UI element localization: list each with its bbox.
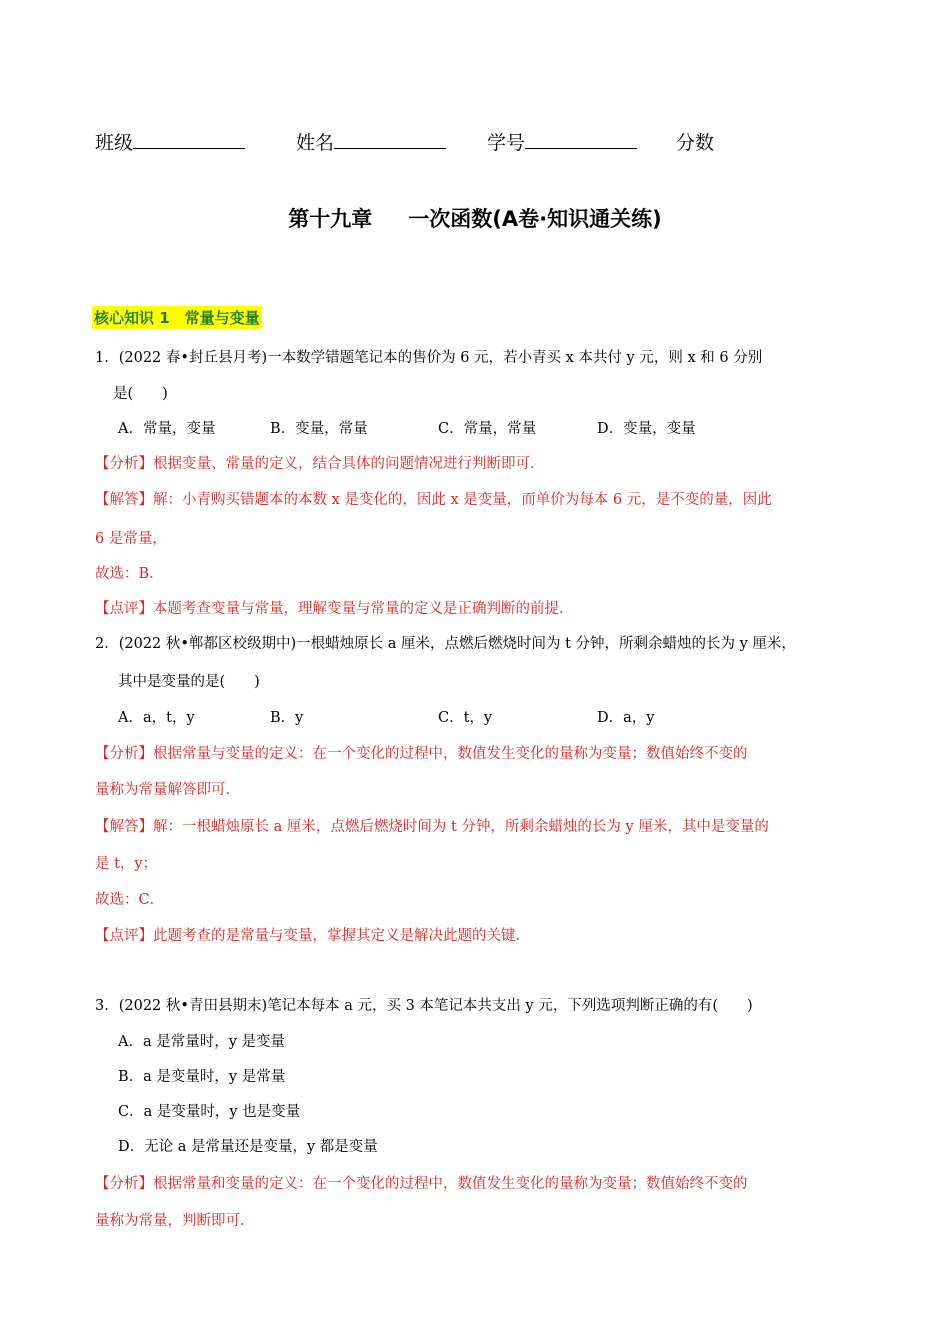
id-field xyxy=(487,128,637,155)
q2-analysis-line1 xyxy=(95,742,748,763)
q3-analysis-line2: 量称为常量，判断即可． xyxy=(95,1213,255,1229)
name-label: 姓名 xyxy=(296,132,335,154)
q3-analysis-tag: 【分析】 xyxy=(95,1176,153,1192)
q2-stem-line1: 2．(2022 秋•郸都区校级期中)一根蜡烛原长 a 厘米，点燃后燃烧时间为 t 分钟，所剩余蜡烛的长为 y 厘米， xyxy=(95,636,796,652)
q3-stem-line1: 3．(2022 秋•青田县期末)笔记本每本 a 元，买 3 本笔记本共支出 y 元，下列选项判断正确的有( ) xyxy=(95,998,753,1014)
q1-comment-text: 本题考查变量与常量，理解变量与常量的定义是正确判断的前提． xyxy=(153,601,574,617)
q2-analysis-text1: 根据常量与变量的定义：在一个变化的过程中，数值发生变化的量称为变量；数值始终不变的 xyxy=(153,746,748,762)
q1-analysis xyxy=(95,452,545,473)
q2-option-b: B．y xyxy=(270,710,304,726)
q1-answer-line2: 6 是常量， xyxy=(95,531,167,547)
section-heading: 核心知识 1 常量与变量 xyxy=(92,306,262,329)
q2-option-c: C．t，y xyxy=(438,710,493,726)
q1-analysis-text: 根据变量、常量的定义，结合具体的问题情况进行判断即可． xyxy=(153,456,545,472)
score-label: 分数 xyxy=(676,132,715,154)
q2-answer-line1 xyxy=(95,815,769,836)
q1-option-d: D．变量，变量 xyxy=(597,421,696,437)
q2-comment-tag: 【点评】 xyxy=(95,928,153,944)
q1-answer-tag: 【解答】 xyxy=(95,492,153,508)
q2-choice: 故选：C． xyxy=(95,892,165,908)
q2-answer-tag: 【解答】 xyxy=(95,819,153,835)
q2-option-d: D．a，y xyxy=(597,710,655,726)
q1-choice: 故选：B． xyxy=(95,566,164,582)
class-label: 班级 xyxy=(95,132,134,154)
q3-analysis-text1: 根据常量和变量的定义：在一个变化的过程中，数值发生变化的量称为变量；数值始终不变的 xyxy=(153,1176,748,1192)
q2-comment xyxy=(95,924,530,945)
class-field xyxy=(95,128,245,155)
q2-stem-line2: 其中是变量的是( ) xyxy=(118,674,260,690)
q1-option-a: A．常量，变量 xyxy=(118,421,216,437)
q2-comment-text: 此题考查的是常量与变量，掌握其定义是解决此题的关键． xyxy=(153,928,530,944)
q1-option-c: C．常量，常量 xyxy=(438,421,537,437)
q1-comment-tag: 【点评】 xyxy=(95,601,153,617)
chapter-name: 一次函数(A卷·知识通关练) xyxy=(408,207,662,231)
q3-analysis-line1 xyxy=(95,1172,748,1193)
q1-answer-text1: 解：小青购买错题本的本数 x 是变化的，因此 x 是变量，而单价为每本 6 元，是不变的量，因此 xyxy=(153,492,772,508)
q3-option-c: C．a 是变量时，y 也是变量 xyxy=(118,1104,301,1120)
q3-option-a: A．a 是常量时，y 是变量 xyxy=(118,1034,286,1050)
q3-option-d: D．无论 a 是常量还是变量，y 都是变量 xyxy=(118,1139,378,1155)
q1-option-b: B．变量，常量 xyxy=(270,421,368,437)
q1-comment xyxy=(95,597,574,618)
q2-analysis-line2: 量称为常量解答即可． xyxy=(95,782,240,798)
score-field xyxy=(676,128,714,155)
q1-answer-line1 xyxy=(95,488,772,509)
q2-answer-line2: 是 t，y； xyxy=(95,856,158,872)
class-blank[interactable] xyxy=(133,130,245,149)
q2-answer-text1: 解：一根蜡烛原长 a 厘米，点燃后燃烧时间为 t 分钟，所剩余蜡烛的长为 y 厘米，其中是变量的 xyxy=(153,819,769,835)
q3-option-b: B．a 是变量时，y 是常量 xyxy=(118,1069,286,1085)
q1-stem-line2: 是( ) xyxy=(113,386,168,402)
chapter-label: 第十九章 xyxy=(288,207,373,231)
id-label: 学号 xyxy=(487,132,526,154)
name-blank[interactable] xyxy=(334,130,446,149)
page-title xyxy=(0,203,950,233)
q1-analysis-tag: 【分析】 xyxy=(95,456,153,472)
q2-option-a: A．a，t，y xyxy=(118,710,195,726)
q1-stem-line1: 1．(2022 春•封丘县月考)一本数学错题笔记本的售价为 6 元，若小青买 x 本共付 y 元，则 x 和 6 分别 xyxy=(95,350,763,366)
name-field xyxy=(296,128,446,155)
id-blank[interactable] xyxy=(525,130,637,149)
q2-analysis-tag: 【分析】 xyxy=(95,746,153,762)
